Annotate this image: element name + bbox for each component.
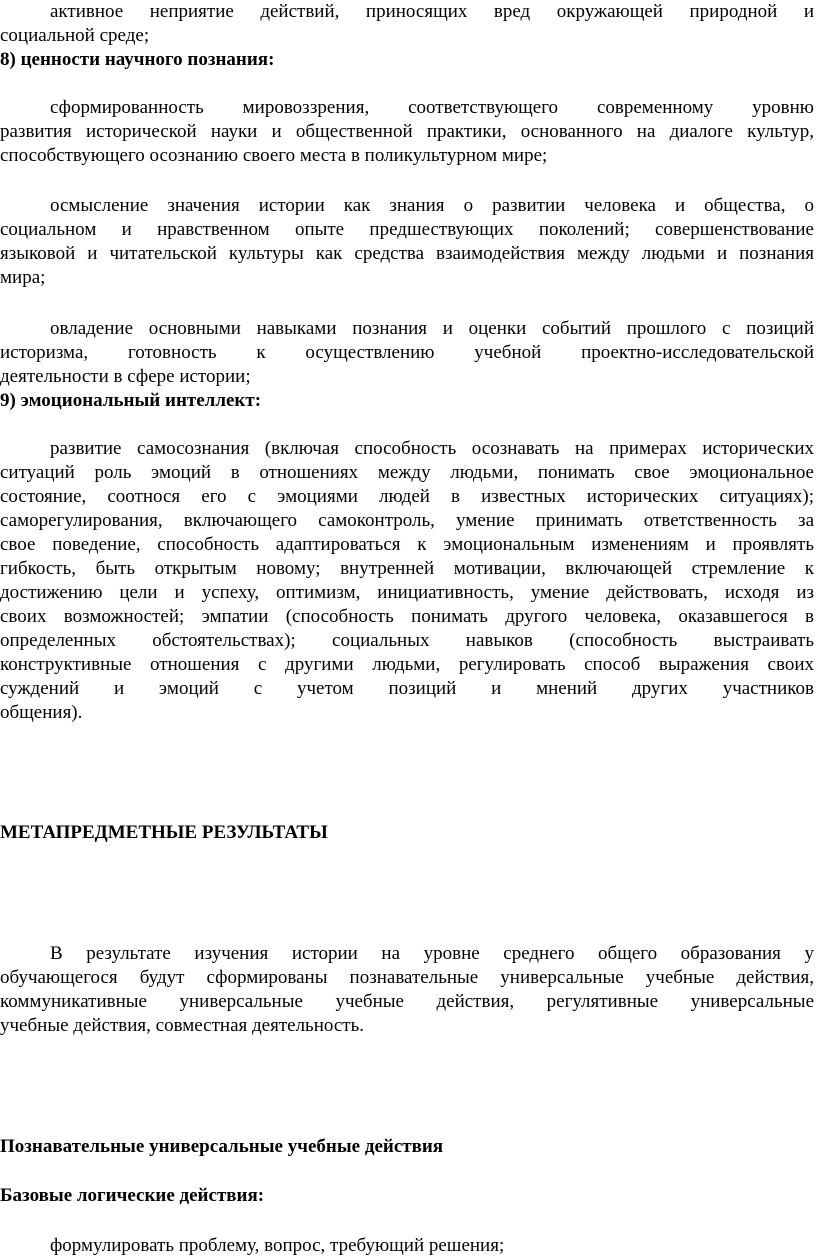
para-9-line-6: гибкость, быть открытым новому; внутренней мотивации, включающей стремление к <box>0 558 814 579</box>
meta-para-line-2: обучающегося будут сформированы познавательные универсальные учебные действия, <box>0 967 814 988</box>
para-9-line-12: общения). <box>0 702 83 723</box>
para-9-line-4: саморегулирования, включающего самоконтроль, умение принимать ответственность за <box>0 510 814 531</box>
para-8a-line-1: сформированность мировоззрения, соответствующего современному уровню <box>50 97 814 118</box>
para-9-line-1: развитие самосознания (включая способность осознавать на примерах исторических <box>50 438 814 459</box>
para-8b-line-2: социальном и нравственном опыте предшествующих поколений; совершенствование <box>0 219 814 240</box>
para-9-line-3: состояние, соотнося его с эмоциями людей в известных исторических ситуациях); <box>0 486 814 507</box>
para-8a-line-3: способствующего осознанию своего места в поликультурном мире; <box>0 145 548 166</box>
heading-emotional-intelligence: 9) эмоциональный интеллект: <box>0 390 262 411</box>
last-para-line-1: формулировать проблему, вопрос, требующий решения; <box>50 1235 505 1256</box>
intro-line-1: активное неприятие действий, приносящих вред окружающей природной и <box>50 1 814 22</box>
para-9-line-5: свое поведение, способность адаптироваться к эмоциональным изменениям и проявлять <box>0 534 814 555</box>
meta-para-line-1: В результате изучения истории на уровне среднего общего образования у <box>50 943 814 964</box>
para-8b-line-1: осмысление значения истории как знания о развитии человека и общества, о <box>50 195 814 216</box>
subheading-basic-logical-actions: Базовые логические действия: <box>0 1185 265 1206</box>
para-9-line-7: достижению цели и успеху, оптимизм, инициативность, умение действовать, исходя из <box>0 582 814 603</box>
para-8c-line-2: историзма, готовность к осуществлению учебной проектно-исследовательской <box>0 342 814 363</box>
para-8b-line-4: мира; <box>0 267 46 288</box>
para-9-line-9: определенных обстоятельствах); социальных навыков (способность выстраивать <box>0 630 814 651</box>
subheading-cognitive-actions: Познавательные универсальные учебные действия <box>0 1136 444 1157</box>
meta-para-line-3: коммуникативные универсальные учебные действия, регулятивные универсальные <box>0 991 814 1012</box>
para-8c-line-1: овладение основными навыками познания и оценки событий прошлого с позиций <box>50 318 814 339</box>
heading-values-scientific-knowledge: 8) ценности научного познания: <box>0 49 275 70</box>
para-8a-line-2: развития исторической науки и общественной практики, основанного на диалоге культур, <box>0 121 814 142</box>
para-8c-line-3: деятельности в сфере истории; <box>0 366 251 387</box>
para-9-line-11: суждений и эмоций с учетом позиций и мнений других участников <box>0 678 814 699</box>
para-9-line-10: конструктивные отношения с другими людьми, регулировать способ выражения своих <box>0 654 814 675</box>
section-heading-metasubject-results: МЕТАПРЕДМЕТНЫЕ РЕЗУЛЬТАТЫ <box>0 822 328 843</box>
para-9-line-2: ситуаций роль эмоций в отношениях между людьми, понимать свое эмоциональное <box>0 462 814 483</box>
intro-line-2: социальной среде; <box>0 25 150 46</box>
meta-para-line-4: учебные действия, совместная деятельность. <box>0 1015 365 1036</box>
para-9-line-8: своих возможностей; эмпатии (способность понимать другого человека, оказавшегося в <box>0 606 814 627</box>
para-8b-line-3: языковой и читательской культуры как средства взаимодействия между людьми и познания <box>0 243 814 264</box>
